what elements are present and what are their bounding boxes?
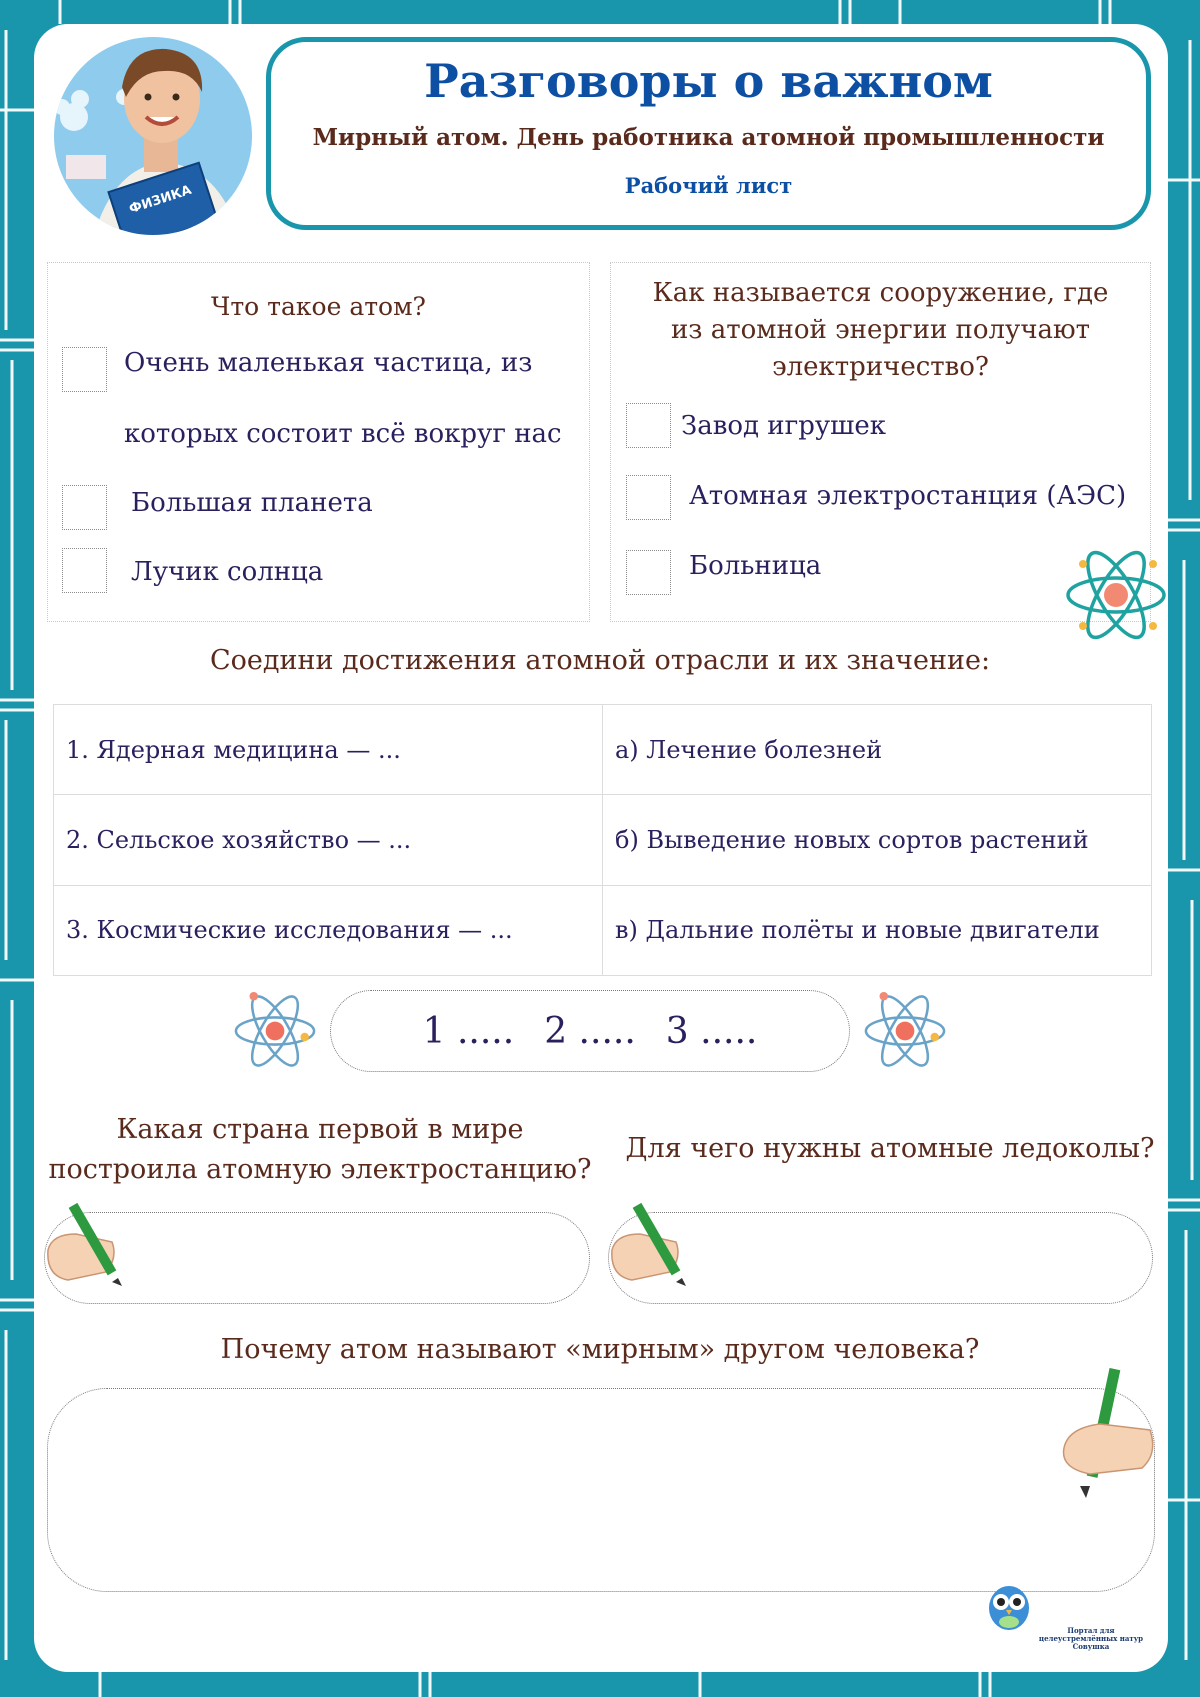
match-left-1: 1. Ядерная медицина — ...: [54, 705, 603, 795]
atom-icon: [230, 986, 320, 1076]
option-planet: Большая планета: [131, 488, 373, 518]
table-row: [54, 705, 1152, 795]
atom-icon: [1063, 542, 1169, 648]
atom-icon: [860, 986, 950, 1076]
owl-logo-icon: [984, 1578, 1034, 1632]
checkbox-option-toy-factory[interactable]: [626, 403, 671, 448]
option-toy-factory: Завод игрушек: [681, 411, 886, 441]
table-row: [54, 885, 1152, 975]
header-banner: [266, 37, 1151, 230]
student-portrait: [54, 37, 252, 235]
answer-slot-3[interactable]: 3 .....: [665, 1010, 758, 1052]
question-plant-prompt: [610, 275, 1151, 386]
book-label: ФИЗИКА: [127, 182, 194, 218]
question-peaceful-atom: Почему атом называют «мирным» другом человека?: [220, 1334, 980, 1365]
question-icebreakers: Для чего нужны атомные ледоколы?: [625, 1133, 1155, 1164]
answer-slot-1[interactable]: 1 .....: [422, 1010, 515, 1052]
option-npp: Атомная электростанция (АЭС): [689, 481, 1127, 511]
question-plant-line2: из атомной энергии получают: [670, 315, 1091, 345]
checkbox-option-hospital[interactable]: [626, 550, 671, 595]
matching-answer-field[interactable]: [330, 990, 850, 1072]
checkbox-option-planet[interactable]: [62, 485, 107, 530]
page-title: Разговоры о важном: [424, 54, 993, 108]
question-atom-prompt: Что такое атом?: [211, 292, 426, 321]
footer-logo-line3: Совушка: [1072, 1642, 1110, 1651]
footer-logo-line1: Портал для: [1067, 1626, 1115, 1635]
table-row: [54, 795, 1152, 885]
answer-field-peaceful-atom[interactable]: [47, 1388, 1155, 1592]
option-hospital: Больница: [689, 551, 822, 581]
match-right-a: а) Лечение болезней: [603, 705, 1152, 795]
page-subtitle: Мирный атом. День работника атомной промышленности: [312, 124, 1105, 151]
worksheet-label: Рабочий лист: [624, 173, 793, 198]
footer-logo-text: [1036, 1627, 1146, 1651]
matching-title: Соедини достижения атомной отрасли и их значение:: [209, 645, 991, 676]
matching-table: [53, 704, 1152, 976]
match-right-b: б) Выведение новых сортов растений: [603, 795, 1152, 885]
option-particle-line1: Очень маленькая частица, из: [124, 348, 533, 378]
question-first-country-line1: Какая страна первой в мире: [116, 1114, 524, 1145]
answer-slot-2[interactable]: 2 .....: [544, 1010, 636, 1052]
checkbox-option-npp[interactable]: [626, 475, 671, 520]
checkbox-option-sunray[interactable]: [62, 548, 107, 593]
question-plant-line1: Как называется сооружение, где: [652, 278, 1109, 308]
question-plant-line3: электричество?: [772, 352, 989, 382]
match-left-2: 2. Сельское хозяйство — ...: [54, 795, 603, 885]
match-right-c: в) Дальние полёты и новые двигатели: [603, 885, 1152, 975]
footer-logo-line2: целеустремлённых натур: [1038, 1634, 1144, 1643]
pencil-hand-icon: [1050, 1368, 1160, 1498]
option-sunray: Лучик солнца: [131, 557, 324, 587]
pencil-hand-icon: [42, 1200, 132, 1290]
question-first-country-line2: построила атомную электростанцию?: [48, 1154, 592, 1185]
pencil-hand-icon: [606, 1200, 696, 1290]
checkbox-option-particle[interactable]: [62, 347, 107, 392]
option-particle-line2: которых состоит всё вокруг нас: [124, 419, 562, 449]
question-first-country: [40, 1110, 600, 1190]
match-left-3: 3. Космические исследования — ...: [54, 885, 603, 975]
